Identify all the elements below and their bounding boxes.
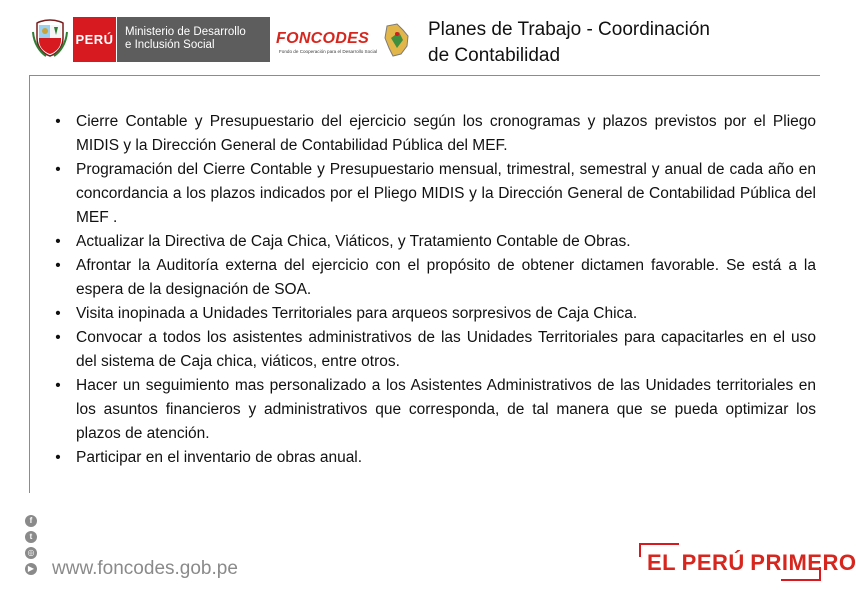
- ministry-name: [116, 17, 270, 62]
- bullet-glyph: •: [55, 233, 61, 250]
- foncodes-logo: [276, 22, 410, 62]
- foncodes-name: FONCODES: [276, 30, 370, 47]
- list-item: [52, 446, 816, 470]
- bullet-glyph: •: [55, 161, 61, 178]
- list-item-text: Hacer un seguimiento mas personalizado a los Asistentes Administrativos de las Unidades territoriales en los asuntos financieros y administrativos que corresponda, de tal manera que se pueda optimizar los plazos de atención.: [76, 377, 816, 442]
- peru-coat-of-arms-icon: [32, 18, 68, 58]
- page-title-line1: Planes de Trabajo - Coordinación: [428, 19, 711, 40]
- slogan-el: EL: [647, 550, 677, 575]
- page-title: [428, 17, 808, 69]
- list-item-text: Afrontar la Auditoría externa del ejercicio con el propósito de obtener dictamen favorable. Se está a la espera de la designación de SOA.: [76, 257, 816, 298]
- el-peru-primero-logo: [639, 543, 856, 581]
- social-links: [25, 515, 39, 579]
- foncodes-map-icon: [381, 22, 411, 58]
- bullet-glyph: •: [55, 257, 61, 274]
- ministry-logo: [73, 17, 270, 62]
- list-item: [52, 110, 816, 158]
- list-item: [52, 374, 816, 446]
- bullet-glyph: •: [55, 305, 61, 322]
- twitter-icon[interactable]: t: [25, 531, 37, 543]
- list-item-text: Convocar a todos los asistentes administrativos de las Unidades Territoriales para capacitarles en el uso del sistema de Caja chica, viáticos, entre otros.: [76, 329, 816, 370]
- list-item-text: Programación del Cierre Contable y Presupuestario mensual, trimestral, semestral y anual de cada año en concordancia a los plazos indicados por el Pliego MIDIS y la Dirección General de Contabilidad Pública del MEF .: [76, 161, 816, 226]
- peru-label: PERÚ: [73, 17, 116, 62]
- slogan-text: [647, 550, 856, 576]
- ministry-name-line1: Ministerio de Desarrollo: [125, 26, 246, 38]
- bullet-glyph: •: [55, 329, 61, 346]
- list-item-text: Participar en el inventario de obras anual.: [76, 449, 363, 466]
- header: [0, 0, 842, 75]
- list-item-text: Actualizar la Directiva de Caja Chica, Viáticos, y Tratamiento Contable de Obras.: [76, 233, 631, 250]
- bullet-glyph: •: [55, 377, 61, 394]
- ministry-name-line2: e Inclusión Social: [125, 39, 215, 51]
- list-item: [52, 326, 816, 374]
- page-title-line2: de Contabilidad: [428, 45, 561, 66]
- list-item: [52, 254, 816, 302]
- instagram-icon[interactable]: ◎: [25, 547, 37, 559]
- list-item: [52, 230, 816, 254]
- facebook-icon[interactable]: f: [25, 515, 37, 527]
- slogan-peru: PERÚ: [681, 550, 745, 575]
- website-link[interactable]: www.foncodes.gob.pe: [52, 558, 238, 579]
- list-item-text: Cierre Contable y Presupuestario del ejercicio según los cronogramas y plazos previstos por el Pliego MIDIS y la Dirección General de Contabilidad Pública del MEF.: [76, 113, 816, 154]
- foncodes-tagline: Fondo de Cooperación para el Desarrollo Social: [279, 49, 378, 54]
- list-item: [52, 302, 816, 326]
- list-item: [52, 158, 816, 230]
- slogan-primero: PRIMERO: [750, 550, 856, 575]
- list-item-text: Visita inopinada a Unidades Territoriales para arqueos sorpresivos de Caja Chica.: [76, 305, 638, 322]
- bullet-list: [52, 110, 816, 470]
- bullet-glyph: •: [55, 449, 61, 466]
- bullet-glyph: •: [55, 113, 61, 130]
- youtube-icon[interactable]: ▶: [25, 563, 37, 575]
